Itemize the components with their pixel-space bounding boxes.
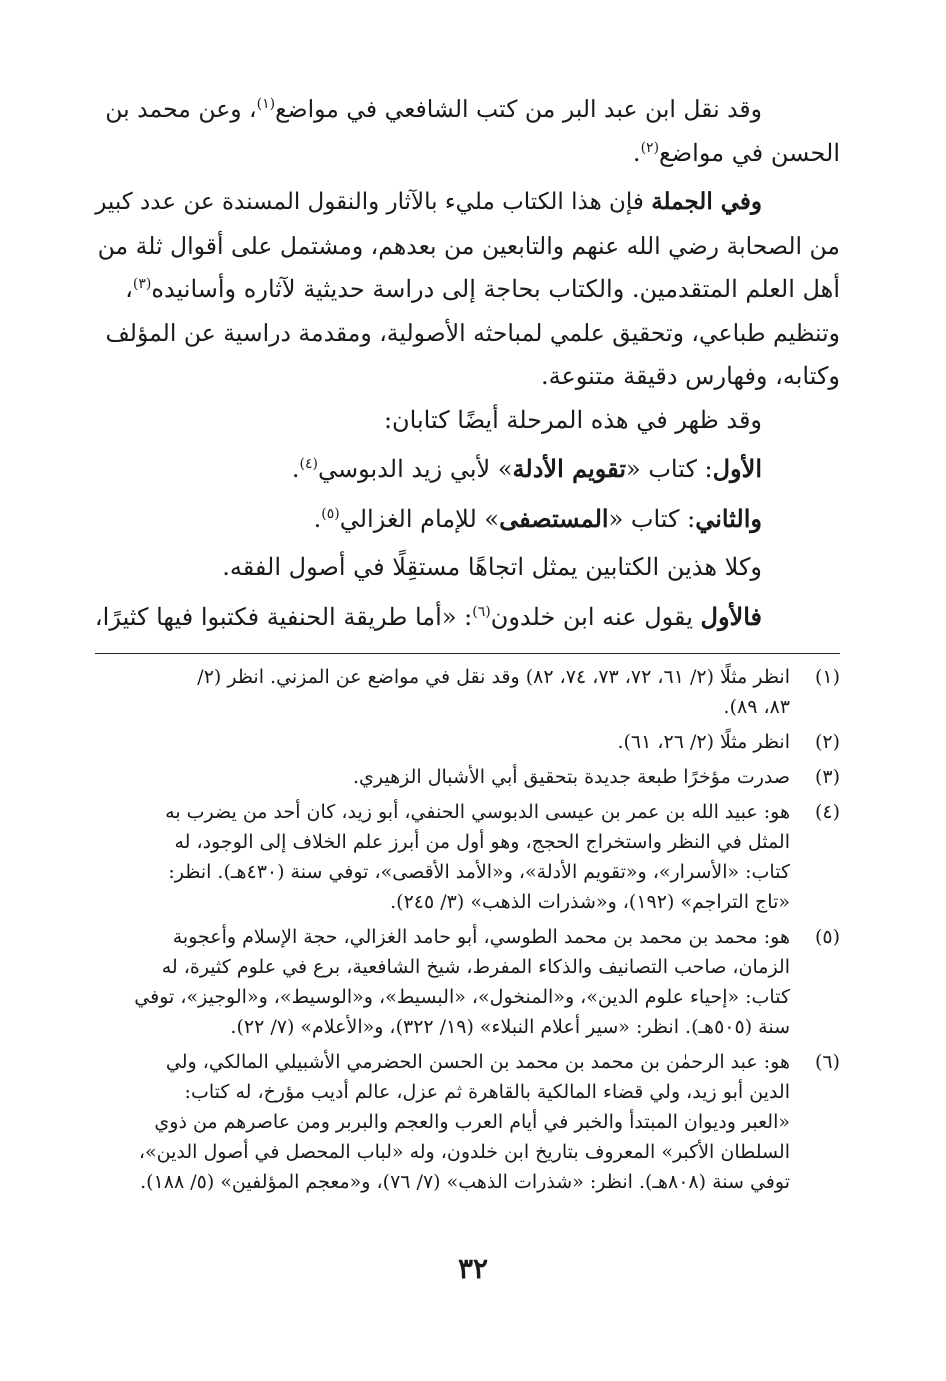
text-span: وقد ظهر في هذه المرحلة أيضًا كتابان: bbox=[383, 405, 762, 434]
footnote-marker: (٣) bbox=[132, 276, 152, 292]
footnote-line: السلطان الأكبر» المعروف بتاريخ ابن خلدون، وله «لباب المحصل في أصول الدين»، bbox=[138, 1141, 790, 1163]
footnote-line: الدين أبو زيد، ولي قضاء المالكية بالقاهرة ثم عزل، عالم أديب مؤرخ، له كتاب: bbox=[184, 1081, 790, 1103]
text-span: وتنظيم طباعي، وتحقيق علمي لمباحثه الأصولية، ومقدمة دراسية عن المؤلف bbox=[105, 318, 840, 347]
footnote-line: انظر مثلًا (٢/ ٦١، ٧٢، ٧٣، ٧٤، ٨٢) وقد نقل في مواضع عن المزني. انظر (٢/ bbox=[197, 666, 790, 688]
footnote-number: (٣) bbox=[814, 766, 840, 788]
text-span: : كتاب « bbox=[626, 455, 713, 483]
text-span: . bbox=[632, 138, 641, 167]
body-line-12 bbox=[95, 595, 840, 640]
body-line-11 bbox=[95, 546, 840, 590]
footnote-number: (٦) bbox=[814, 1051, 840, 1073]
text-span: » لأبي زيد الدبوسي bbox=[317, 455, 513, 483]
footnote-marker: (٢) bbox=[640, 139, 660, 156]
footnote-marker: (٥) bbox=[321, 505, 340, 522]
footnote-line: هو: عبيد الله بن عمر بن عيسى الدبوسي الحنفي، أبو زيد، كان أحد من يضرب به bbox=[165, 801, 790, 823]
footnote-line: المثل في النظر واستخراج الحجج، وهو أول من أبرز علم الخلاف إلى الوجود، له bbox=[174, 831, 790, 853]
book-title: المستصفى bbox=[499, 503, 609, 533]
footnote-line: سنة (٥٠٥هـ). انظر: «سير أعلام النبلاء» (١٩/ ٣٢٢)، و«الأعلام» (٧/ ٢٢). bbox=[230, 1016, 790, 1038]
text-span: : «أما طريقة الحنفية فكتبوا فيها كثيرًا، bbox=[94, 602, 473, 631]
footnote-2 bbox=[95, 727, 840, 757]
footnote-line: توفي سنة (٨٠٨هـ). انظر: «شذرات الذهب» (٧/ ٧٦)، و«معجم المؤلفين» (٥/ ١٨٨). bbox=[140, 1171, 790, 1193]
footnote-separator bbox=[95, 653, 840, 654]
footnote-6 bbox=[95, 1047, 840, 1197]
bold-lead: فالأول bbox=[700, 601, 762, 631]
text-span: أهل العلم المتقدمين. والكتاب بحاجة إلى دراسة حديثية لآثاره وأسانيده bbox=[151, 275, 840, 303]
footnote-line: هو: محمد بن محمد بن محمد الطوسي، أبو حامد الغزالي، حجة الإسلام وأعجوبة bbox=[172, 926, 790, 948]
footnote-line: كتاب: «إحياء علوم الدين»، و«المنخول»، «البسيط»، و«الوسيط»، و«الوجيز»، توفي bbox=[134, 986, 790, 1008]
footnote-line: هو: عبد الرحمٰن بن محمد بن محمد بن الحسن الحضرمي الأشبيلي المالكي، ولي bbox=[165, 1051, 790, 1073]
body-line-5 bbox=[95, 268, 840, 312]
body-line-6 bbox=[95, 312, 840, 356]
footnote-line: الزمان، صاحب التصانيف والذكاء المفرط، شيخ الشافعية، برع في علوم كثيرة، له bbox=[161, 956, 790, 978]
text-span: وقد نقل ابن عبد البر من كتب الشافعي في مواضع bbox=[275, 95, 762, 123]
footnote-3 bbox=[95, 762, 840, 792]
footnote-4 bbox=[95, 797, 840, 917]
text-span: فإن هذا الكتاب مليء بالآثار والنقول المسندة عن عدد كبير bbox=[95, 189, 652, 215]
body-line-1 bbox=[95, 88, 840, 132]
text-span: يقول عنه ابن خلدون bbox=[490, 602, 701, 631]
footnote-marker: (٤) bbox=[299, 456, 318, 472]
body-line-4 bbox=[95, 225, 840, 269]
footnote-line: ٨٣، ٨٩). bbox=[723, 696, 790, 718]
text-span: » للإمام الغزالي bbox=[339, 504, 500, 533]
page-number: ٣٢ bbox=[457, 1252, 489, 1285]
bold-lead: وفي الجملة bbox=[651, 188, 762, 215]
body-line-8 bbox=[95, 399, 840, 443]
text-span: . bbox=[313, 504, 322, 533]
footnote-1 bbox=[95, 662, 840, 722]
footnote-marker: (٦) bbox=[472, 603, 491, 620]
footnote-number: (١) bbox=[814, 666, 840, 688]
body-line-3 bbox=[95, 180, 840, 225]
footnote-number: (٢) bbox=[814, 731, 840, 753]
footnote-line: صدرت مؤخرًا طبعة جديدة بتحقيق أبي الأشبال الزهيري. bbox=[352, 766, 790, 788]
text-span: ، وعن محمد بن bbox=[105, 95, 257, 123]
footnote-marker: (١) bbox=[256, 96, 276, 113]
text-span: : كتاب « bbox=[608, 504, 696, 533]
footnote-line: انظر مثلًا (٢/ ٢٦، ٦١). bbox=[617, 731, 790, 753]
footnote-line: «العبر وديوان المبتدأ والخبر في أيام العرب والعجم والبربر ومن عاصرهم من ذوي bbox=[154, 1111, 790, 1133]
body-line-7 bbox=[95, 355, 840, 399]
footnote-number: (٥) bbox=[814, 926, 840, 948]
text-span: الحسن في مواضع bbox=[659, 138, 840, 167]
book-title: تقويم الأدلة bbox=[512, 454, 626, 483]
body-line-9 bbox=[95, 447, 840, 492]
main-text bbox=[95, 88, 840, 639]
text-span: وكتابه، وفهارس دقيقة متنوعة. bbox=[540, 362, 840, 390]
footnote-line: «تاج التراجم» (١٩٢)، و«شذرات الذهب» (٣/ ٢٤٥). bbox=[390, 891, 790, 913]
text-span: . bbox=[291, 455, 300, 483]
body-line-10 bbox=[95, 497, 840, 542]
body-line-2 bbox=[95, 132, 840, 176]
text-span: وكلا هذين الكتابين يمثل اتجاهًا مستقِلًا في أصول الفقه. bbox=[222, 553, 762, 581]
bold-lead: الأول bbox=[712, 454, 762, 483]
text-span: من الصحابة رضي الله عنهم والتابعين من بعدهم، ومشتمل على أقوال ثلة من bbox=[97, 231, 840, 260]
footnote-number: (٤) bbox=[814, 801, 840, 823]
footnote-5 bbox=[95, 922, 840, 1042]
footnote-line: كتاب: «الأسرار»، و«تقويم الأدلة»، و«الأمد الأقصى»، توفي سنة (٤٣٠هـ). انظر: bbox=[168, 861, 790, 883]
footnotes bbox=[95, 662, 840, 1202]
text-span: ، bbox=[125, 275, 133, 303]
bold-lead: والثاني bbox=[695, 503, 762, 533]
